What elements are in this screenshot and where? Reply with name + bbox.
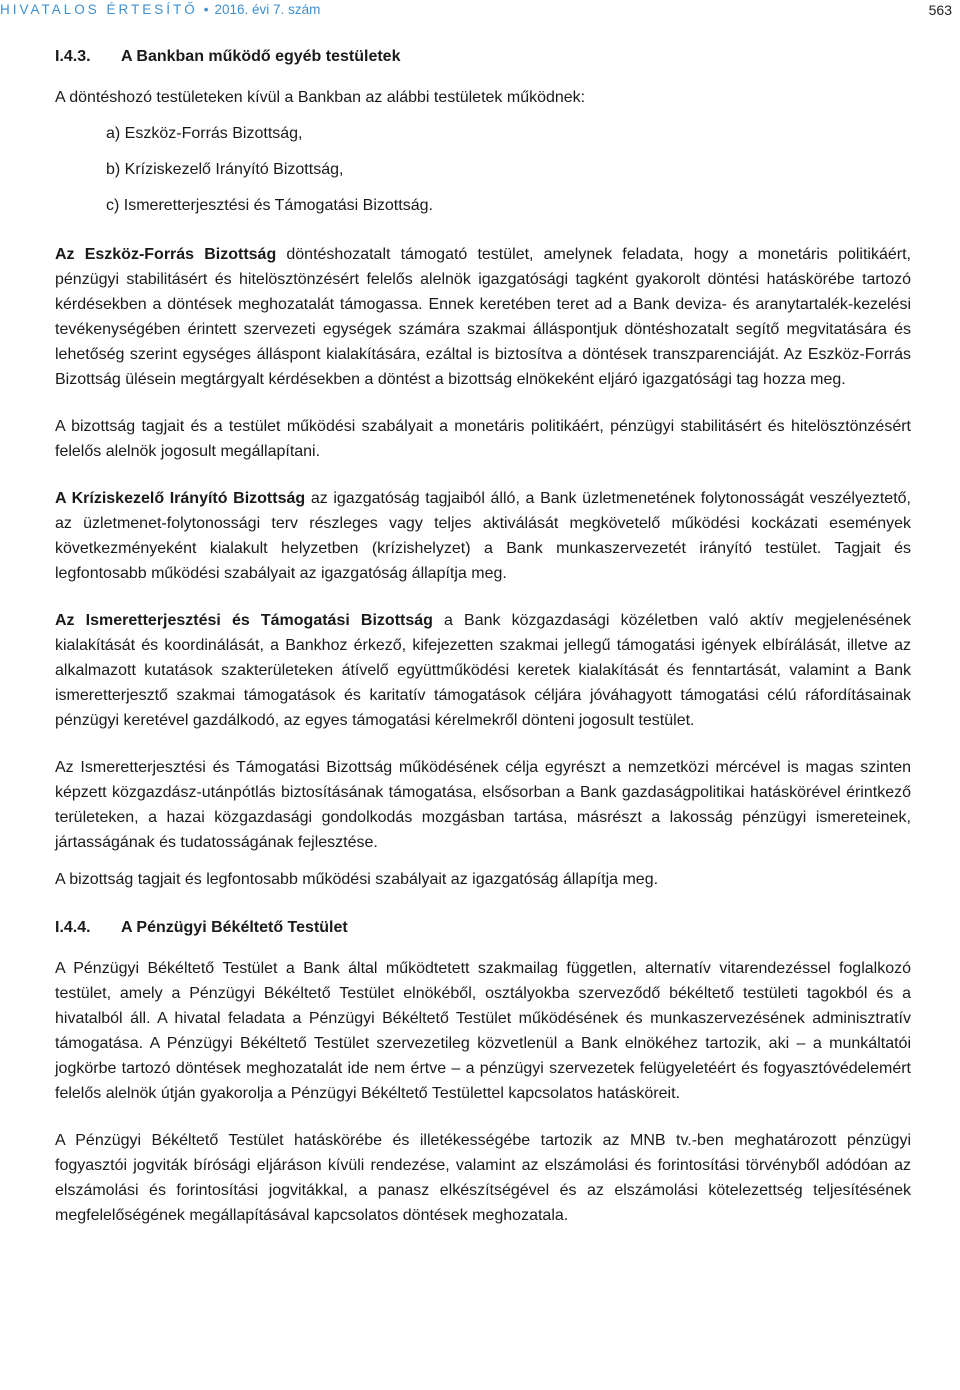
separator-dot: • bbox=[203, 2, 209, 17]
paragraph-pbt-intro: A Pénzügyi Békéltető Testület a Bank által működtetett szakmailag független, alternatív vitarendezéssel foglalkozó testület, amely a Pénzügyi Békéltető Testület elnökéből, osztályokba szerveződő békéltető testületi tagokból és a hivatalból áll. A hivatal feladata a Pénzügyi Békéltető Testület működésének és munkaszervezésének adminisztratív támogatása. A Pénzügyi Békéltető Testület szervezetileg közvetlenül a Bank elnökéhez tartozik, aki – a munkáltatói jogkörbe tartozó döntések meghozatalát ide nem értve – a pénzügyi szervezetek felügyeletéért és fogyasztóvédelemért felelős alelnök útján gyakorolja a Pénzügyi Békéltető Testülettel kapcsolatos hatásköreit. bbox=[55, 960, 911, 1102]
paragraph-ismeretterjesztesi-goal: Az Ismeretterjesztési és Támogatási Bizottság működésének célja egyrészt a nemzetközi mércével is magas szinten képzett közgazdász-utánpótlás biztosításának támogatása, elsősorban a Bank gazdaságpolitikai hatáskörével érintkező területeken, a hazai közgazdasági gondolkodás mozgásban tartása, másrészt a lakosság pénzügyi ismereteinek, jártasságának és tudatosságának fejlesztése. bbox=[55, 759, 911, 851]
paragraph-members: A bizottság tagjait és a testület működési szabályait a monetáris politikáért, pénzügyi stabilitásért és hitelösztönzésért felelős alelnök jogosult megállapítani. bbox=[55, 418, 911, 460]
issue-label: 2016. évi 7. szám bbox=[214, 2, 321, 17]
paragraph-members-2: A bizottság tagjait és legfontosabb működési szabályait az igazgatóság állapítja meg. bbox=[55, 871, 659, 888]
paragraph-eszkoz-forras: Az Eszköz-Forrás Bizottság döntéshozatalt támogató testület, amelynek feladata, hogy a monetáris politikáért, pénzügyi stabilitásért és hitelösztönzésért felelős alelnök igazgatósági tagként gyakorolt döntési hatáskörébe tartozó kérdésekben a döntések meghozatalát támogassa. Ennek keretében teret ad a Bank deviza- és aranytartalék-kezelési tevékenységében érintett szervezeti egységek számára szakmai álláspontjuk döntéshozatalt segítő megvitatására és lehetőség szerint egységes álláspont kialakítására, ezáltal is biztosítva a döntések transzparenciáját. Az Eszköz-Forrás Bizottság ülésein megtárgyalt kérdésekben a döntést a bizottság elnökeként eljáró igazgatósági tag hozza meg. bbox=[55, 246, 911, 388]
bold-term: Az Eszköz-Forrás Bizottság bbox=[55, 246, 277, 263]
journal-title: HIVATALOS ÉRTESÍTŐ bbox=[0, 2, 198, 17]
paragraph-ismeretterjesztesi: Az Ismeretterjesztési és Támogatási Bizottság a Bank közgazdasági közéletben való aktív megjelenésének kialakítását és koordinálását, a Bankhoz érkező, kifejezetten szakmai jellegű támogatási igények elbírálását, illetve az alkalmazott kutatások szakterületeken átívelő együttműködési keretek kialakítását és fenntartását, valamint a Bank ismeretterjesztő szakmai támogatások és karitatív támogatások céljára jóváhagyott támogatási célú ráfordításainak pénzügyi keretével gazdálkodó, az egyes támogatási kérelmekről dönteni jogosult testület. bbox=[55, 612, 911, 729]
section-number: I.4.3. bbox=[55, 48, 91, 65]
list-item: c) Ismeretterjesztési és Támogatási Bizottság. bbox=[106, 197, 433, 214]
section-number: I.4.4. bbox=[55, 919, 91, 936]
section-heading-444 bbox=[55, 916, 911, 940]
paragraph-pbt-scope: A Pénzügyi Békéltető Testület hatáskörébe és illetékességébe tartozik az MNB tv.-ben meghatározott pénzügyi fogyasztói jogviták bírósági eljáráson kívüli rendezése, valamint az elszámolási és forintosítási törvényből adódóan az elszámolási és forintosítási jogvitákkal, a panasz elkészítségével és az elszámolási kötelezettség teljesítésének megfelelőségének megállapításával kapcsolatos döntések meghozatala. bbox=[55, 1132, 911, 1224]
section-title: A Pénzügyi Békéltető Testület bbox=[121, 919, 348, 936]
running-header bbox=[0, 2, 952, 24]
section-heading-443 bbox=[55, 45, 911, 69]
paragraph-kriziskezelo: A Kríziskezelő Irányító Bizottság az igazgatóság tagjaiból álló, a Bank üzletmenetének folytonosságát veszélyeztető, az üzletmenet-folytonossági terv részleges vagy teljes aktiválását megkövetelő működési kockázati események következményeként kialakult helyzetben (krízishelyzet) a Bank munkaszervezetét irányító testület. Tagjait és legfontosabb működési szabályait az igazgatóság állapítja meg. bbox=[55, 490, 911, 582]
bold-term: Az Ismeretterjesztési és Támogatási Bizottság bbox=[55, 612, 433, 629]
bold-term: A Kríziskezelő Irányító Bizottság bbox=[55, 490, 306, 507]
section-title: A Bankban működő egyéb testületek bbox=[121, 48, 401, 65]
page-number: 563 bbox=[928, 2, 952, 18]
list-item: a) Eszköz-Forrás Bizottság, bbox=[106, 125, 303, 142]
document-body bbox=[55, 45, 911, 1228]
intro-paragraph: A döntéshozó testületeken kívül a Bankban az alábbi testületek működnek: bbox=[55, 89, 586, 106]
list-item: b) Kríziskezelő Irányító Bizottság, bbox=[106, 161, 344, 178]
